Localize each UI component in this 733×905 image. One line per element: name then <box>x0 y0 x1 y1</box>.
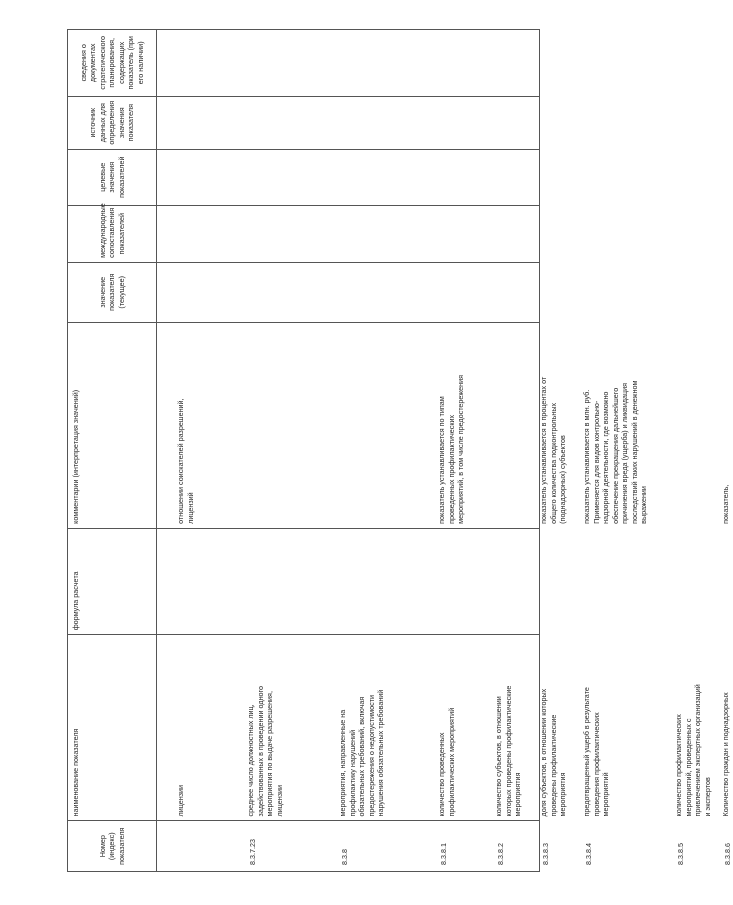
number-column <box>157 821 732 872</box>
sources-column <box>157 96 540 149</box>
header-number: Номер (индекс) показателя <box>68 821 157 872</box>
header-international: международные сопоставления показателей <box>68 205 157 262</box>
header-formula: формула расчета <box>68 528 157 634</box>
row-comment: показатель устанавливается в млн. руб. Применяется для видов контрольно-надзорной деятельности, где возможно обеспечение прекращения дальнейшего причинения вреда (ущерба) и ликвидация последствий таких нарушений в денежном выражении <box>582 380 648 524</box>
row-name: среднее число должностных лиц, задействованных в проведении одного мероприятия по выдаче разрешения, лицензии <box>246 685 284 817</box>
row-name: мероприятия, направленные на профилактику нарушений обязательных требований, включая предостережения о недопустимости нарушения обязательных требований <box>338 689 385 817</box>
table-body-row <box>157 30 540 872</box>
row-name: Количество граждан и поднадзорных <box>721 692 730 817</box>
header-name: наименование показателя <box>68 635 157 821</box>
row-comment: показатель устанавливается по типам проведенных профилактических мероприятий, в том числе предостережения <box>437 374 465 524</box>
row-name: лицензии <box>176 784 185 817</box>
header-comment: комментарии (интерпретация значений) <box>68 322 157 528</box>
name-column <box>157 635 730 821</box>
header-target: целевые значения показателей <box>68 149 157 205</box>
header-current: значение показателя (текущее) <box>68 262 157 322</box>
row-number: 8.3.8.2 <box>496 843 505 865</box>
row-number: 8.3.8.4 <box>584 843 593 865</box>
row-name: количество проведенных профилактических мероприятий <box>437 707 456 817</box>
row-name: доля субъектов, в отношении которых проведены профилактические мероприятия <box>539 688 567 817</box>
strategic-column <box>157 30 540 97</box>
row-number: 8.3.8 <box>340 849 349 865</box>
row-number: 8.3.8.6 <box>723 843 732 865</box>
header-strategic: сведения о документах стратегического планирования, содержащих показатель (при его наличии) <box>68 30 157 97</box>
comment-column <box>157 322 730 528</box>
indicators-table <box>67 29 732 872</box>
row-name: количество субъектов, в отношении которых проведены профилактические мероприятия <box>494 685 522 817</box>
row-number: 8.3.7.23 <box>248 839 257 865</box>
international-column <box>157 205 540 262</box>
row-number: 8.3.8.5 <box>676 843 685 865</box>
row-name: количество профилактических мероприятий, проведенных с привлечением экспертных организаций и экспертов <box>674 684 712 817</box>
target-column <box>157 149 540 205</box>
row-comment: показатель, <box>721 484 730 524</box>
row-number: 8.3.8.1 <box>439 843 448 865</box>
table-header-row <box>68 30 157 872</box>
rotated-table-wrapper <box>67 29 732 872</box>
row-comment: показатель устанавливается в процентах от общего количества подконтрольных (поднадзорных) субъектов <box>539 376 567 524</box>
current-column <box>157 262 540 322</box>
row-comment: отношении соискателей разрешений, лицензий <box>176 398 195 524</box>
row-number: 8.3.8.3 <box>541 843 550 865</box>
formula-column <box>157 528 540 634</box>
row-name: предотвращенный ущерб в результате проведения профилактических мероприятий <box>582 687 610 817</box>
header-sources: источник данных для определения значения показателя <box>68 96 157 149</box>
